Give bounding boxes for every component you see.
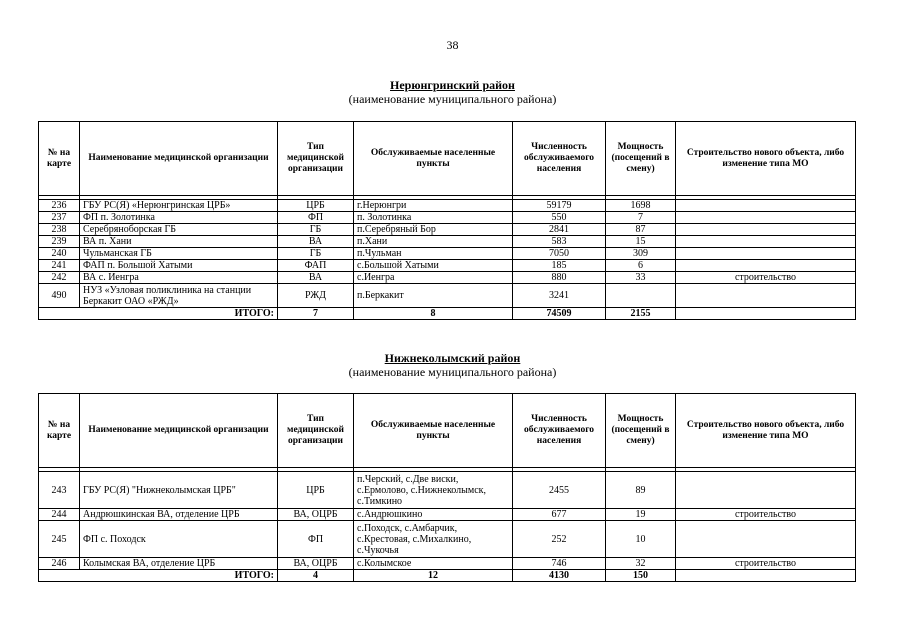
population-cell: 583 (513, 236, 606, 248)
col-header-population: Численность обслуживаемого населения (513, 394, 606, 468)
col-header-population: Численность обслуживаемого населения (513, 122, 606, 196)
col-header-capacity: Мощность (посещений в смену) (606, 394, 676, 468)
population-cell: 185 (513, 260, 606, 272)
construction-cell: строительство (676, 509, 856, 521)
table-row (39, 558, 856, 570)
total-construction (676, 570, 856, 582)
capacity-cell: 309 (606, 248, 676, 260)
capacity-cell: 89 (606, 472, 676, 509)
table-row (39, 284, 856, 308)
type-cell: ФП (278, 521, 354, 558)
total-points-count: 8 (354, 308, 513, 320)
organization-cell: Чульманская ГБ (80, 248, 278, 260)
map-number-cell: 242 (39, 272, 80, 284)
total-label: ИТОГО: (39, 308, 278, 320)
table-row (39, 212, 856, 224)
settlements-cell: п.Беркакит (354, 284, 513, 308)
table-row (39, 224, 856, 236)
organization-cell: ГБУ РС(Я) «Нерюнгринская ЦРБ» (80, 200, 278, 212)
construction-cell: строительство (676, 558, 856, 570)
section-1-title (0, 78, 905, 106)
capacity-cell: 15 (606, 236, 676, 248)
total-population: 4130 (513, 570, 606, 582)
settlements-cell: с.Большой Хатыми (354, 260, 513, 272)
col-header-organization: Наименование медицинской организации (80, 394, 278, 468)
col-header-construction: Строительство нового объекта, либо изменение типа МО (676, 122, 856, 196)
capacity-cell: 6 (606, 260, 676, 272)
type-cell: ЦРБ (278, 200, 354, 212)
col-header-type: Тип медицинской организации (278, 394, 354, 468)
capacity-cell: 87 (606, 224, 676, 236)
type-cell: РЖД (278, 284, 354, 308)
settlements-cell: с.Походск, с.Амбарчик, с.Крестовая, с.Михалкино, с.Чукочья (354, 521, 513, 558)
col-header-construction: Строительство нового объекта, либо изменение типа МО (676, 394, 856, 468)
construction-cell (676, 472, 856, 509)
settlements-cell: п.Серебряный Бор (354, 224, 513, 236)
table-row (39, 236, 856, 248)
settlements-cell: п.Чульман (354, 248, 513, 260)
col-header-type: Тип медицинской организации (278, 122, 354, 196)
population-cell: 550 (513, 212, 606, 224)
map-number-cell: 244 (39, 509, 80, 521)
organization-cell: ГБУ РС(Я) "Нижнеколымская ЦРБ" (80, 472, 278, 509)
population-cell: 3241 (513, 284, 606, 308)
col-header-settlements: Обслуживаемые населенные пункты (354, 394, 513, 468)
col-header-organization: Наименование медицинской организации (80, 122, 278, 196)
type-cell: ВА (278, 236, 354, 248)
type-cell: ВА, ОЦРБ (278, 558, 354, 570)
type-cell: ФАП (278, 260, 354, 272)
construction-cell (676, 200, 856, 212)
total-row (39, 570, 856, 582)
capacity-cell: 7 (606, 212, 676, 224)
settlements-cell: п. Золотинка (354, 212, 513, 224)
total-row (39, 308, 856, 320)
organization-cell: НУЗ «Узловая поликлиника на станции Беркакит ОАО «РЖД» (80, 284, 278, 308)
total-capacity: 2155 (606, 308, 676, 320)
organization-cell: ФАП п. Большой Хатыми (80, 260, 278, 272)
total-type-count: 7 (278, 308, 354, 320)
region-note: (наименование муниципального района) (348, 92, 557, 106)
settlements-cell: с.Колымское (354, 558, 513, 570)
population-cell: 880 (513, 272, 606, 284)
population-cell: 7050 (513, 248, 606, 260)
total-construction (676, 308, 856, 320)
map-number-cell: 238 (39, 224, 80, 236)
total-capacity: 150 (606, 570, 676, 582)
map-number-cell: 241 (39, 260, 80, 272)
col-header-map-number: № на карте (39, 122, 80, 196)
type-cell: ЦРБ (278, 472, 354, 509)
table-row (39, 200, 856, 212)
table-row (39, 521, 856, 558)
settlements-cell: п.Черский, с.Две виски, с.Ермолово, с.Нижнеколымск, с.Тимкино (354, 472, 513, 509)
table-row (39, 272, 856, 284)
type-cell: ГБ (278, 224, 354, 236)
capacity-cell: 33 (606, 272, 676, 284)
facility-table-1 (38, 121, 856, 320)
table-row (39, 260, 856, 272)
construction-cell (676, 224, 856, 236)
col-header-map-number: № на карте (39, 394, 80, 468)
section-2-title (0, 351, 905, 379)
region-note: (наименование муниципального района) (348, 365, 557, 379)
type-cell: ВА, ОЦРБ (278, 509, 354, 521)
capacity-cell: 10 (606, 521, 676, 558)
settlements-cell: с.Иенгра (354, 272, 513, 284)
region-name: Нерюнгринский район (390, 78, 515, 92)
population-cell: 59179 (513, 200, 606, 212)
settlements-cell: г.Нерюнгри (354, 200, 513, 212)
map-number-cell: 240 (39, 248, 80, 260)
table-row (39, 248, 856, 260)
total-population: 74509 (513, 308, 606, 320)
map-number-cell: 243 (39, 472, 80, 509)
page-number: 38 (446, 38, 459, 52)
organization-cell: ВА с. Иенгра (80, 272, 278, 284)
population-cell: 2841 (513, 224, 606, 236)
map-number-cell: 239 (39, 236, 80, 248)
type-cell: ФП (278, 212, 354, 224)
organization-cell: ВА п. Хани (80, 236, 278, 248)
col-header-capacity: Мощность (посещений в смену) (606, 122, 676, 196)
table-row (39, 509, 856, 521)
table-row (39, 472, 856, 509)
organization-cell: Андрюшкинская ВА, отделение ЦРБ (80, 509, 278, 521)
settlements-cell: с.Андрюшкино (354, 509, 513, 521)
map-number-cell: 246 (39, 558, 80, 570)
construction-cell: строительство (676, 272, 856, 284)
map-number-cell: 490 (39, 284, 80, 308)
capacity-cell (606, 284, 676, 308)
organization-cell: Колымская ВА, отделение ЦРБ (80, 558, 278, 570)
total-type-count: 4 (278, 570, 354, 582)
construction-cell (676, 521, 856, 558)
organization-cell: ФП с. Походск (80, 521, 278, 558)
organization-cell: ФП п. Золотинка (80, 212, 278, 224)
construction-cell (676, 236, 856, 248)
population-cell: 252 (513, 521, 606, 558)
map-number-cell: 237 (39, 212, 80, 224)
population-cell: 746 (513, 558, 606, 570)
type-cell: ГБ (278, 248, 354, 260)
capacity-cell: 1698 (606, 200, 676, 212)
capacity-cell: 19 (606, 509, 676, 521)
type-cell: ВА (278, 272, 354, 284)
construction-cell (676, 260, 856, 272)
construction-cell (676, 248, 856, 260)
settlements-cell: п.Хани (354, 236, 513, 248)
organization-cell: Серебряноборская ГБ (80, 224, 278, 236)
capacity-cell: 32 (606, 558, 676, 570)
population-cell: 2455 (513, 472, 606, 509)
total-points-count: 12 (354, 570, 513, 582)
region-name: Нижнеколымский район (384, 351, 521, 365)
total-label: ИТОГО: (39, 570, 278, 582)
facility-table-2 (38, 393, 856, 582)
col-header-settlements: Обслуживаемые населенные пункты (354, 122, 513, 196)
map-number-cell: 245 (39, 521, 80, 558)
map-number-cell: 236 (39, 200, 80, 212)
construction-cell (676, 284, 856, 308)
table-header-row (39, 122, 856, 196)
table-header-row (39, 394, 856, 468)
construction-cell (676, 212, 856, 224)
population-cell: 677 (513, 509, 606, 521)
